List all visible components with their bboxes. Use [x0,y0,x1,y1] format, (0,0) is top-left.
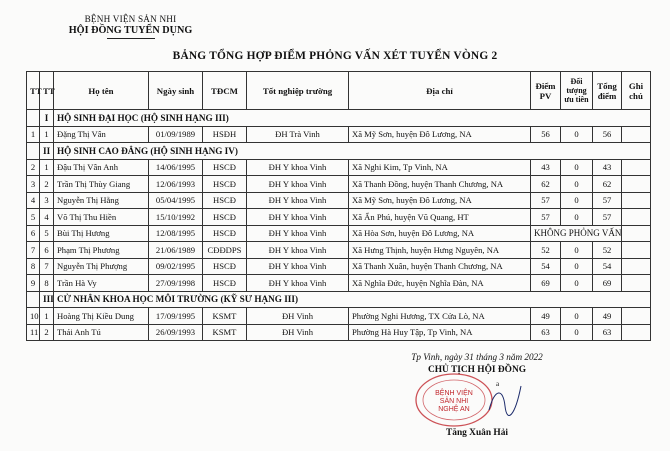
cell-dob: 15/10/1992 [149,209,203,226]
cell-dob: 12/08/1995 [149,225,203,242]
cell-priority: 0 [561,159,593,176]
cell-tt2: 1 [40,126,54,143]
cell-total: 57 [593,192,622,209]
cell-tdcm: HSCĐ [203,176,247,193]
cell-name: Thái Anh Tú [54,324,149,341]
cell-note [622,225,651,242]
cell-note [622,242,651,259]
cell-address: Xã Thanh Đồng, huyện Thanh Chương, NA [349,176,531,193]
cell-total: 56 [593,126,622,143]
cell-note [622,209,651,226]
council-name: HỘI ĐỒNG TUYỂN DỤNG [68,25,193,36]
col-header-tdcm: TĐCM [203,72,247,110]
cell-school: ĐH Vinh [247,308,349,325]
cell-note [622,275,651,292]
cell-tdcm: KSMT [203,308,247,325]
table-row [27,275,651,292]
cell-tt1: 2 [27,159,40,176]
signer-name: Tăng Xuân Hải [446,428,508,438]
cell-dob: 01/09/1989 [149,126,203,143]
cell-tt1: 1 [27,126,40,143]
section-title: HỘ SINH ĐẠI HỌC (HỘ SINH HẠNG III) [54,110,651,127]
cell-priority: 0 [561,258,593,275]
cell-tdcm: HSCĐ [203,225,247,242]
cell-tt1: 11 [27,324,40,341]
cell-priority: 0 [561,176,593,193]
cell-total: 43 [593,159,622,176]
signature-mark: a [496,380,500,388]
cell-name: Đậu Thị Vân Anh [54,159,149,176]
section-title: CỬ NHÂN KHOA HỌC MÔI TRƯỜNG (KỸ SƯ HẠNG III) [54,291,651,308]
section-row [27,291,651,308]
section-roman: III [40,291,54,308]
document-header [58,14,203,39]
cell-priority: 0 [561,275,593,292]
stamp-line-1: BỆNH VIỆN [435,390,473,397]
cell-score: 57 [531,209,561,226]
cell-tt2: 5 [40,225,54,242]
cell-address: Xã Ẩn Phú, huyện Vũ Quang, HT [349,209,531,226]
cell-address: Xã Mỹ Sơn, huyện Đô Lương, NA [349,192,531,209]
cell-name: Trần Thị Thùy Giang [54,176,149,193]
table-row [27,126,651,143]
cell-tt1: 10 [27,308,40,325]
cell-no-interview: KHÔNG PHỎNG VẤN [531,225,622,242]
cell-address: Xã Nghi Kim, Tp Vinh, NA [349,159,531,176]
cell-tt1: 6 [27,225,40,242]
col-header-tt1: TT [27,72,40,110]
table-row [27,324,651,341]
cell-priority: 0 [561,242,593,259]
cell-tt2: 8 [40,275,54,292]
col-header-note: Ghi chú [622,72,651,110]
cell-priority: 0 [561,209,593,226]
cell-total: 62 [593,176,622,193]
cell-name: Nguyễn Thị Phượng [54,258,149,275]
document-title: BẢNG TỔNG HỢP ĐIỂM PHỎNG VẤN XÉT TUYỂN VÒNG 2 [172,50,498,62]
cell-tdcm: CĐĐDPS [203,242,247,259]
cell-address: Xã Nghĩa Đức, huyện Nghĩa Đàn, NA [349,275,531,292]
cell-tt1: 4 [27,192,40,209]
cell-total: 52 [593,242,622,259]
cell-dob: 14/06/1995 [149,159,203,176]
table-row [27,209,651,226]
cell-tt1: 3 [27,176,40,193]
cell-dob: 27/09/1998 [149,275,203,292]
cell-total: 57 [593,209,622,226]
cell-note [622,192,651,209]
cell-name: Phạm Thị Phương [54,242,149,259]
col-header-tt2: TT [40,72,54,110]
cell-school: ĐH Y khoa Vinh [247,275,349,292]
cell-name: Võ Thị Thu Hiền [54,209,149,226]
stamp-line-3: NGHỆ AN [438,406,470,413]
cell-address: Xã Hưng Thịnh, huyện Hưng Nguyên, NA [349,242,531,259]
cell-score: 62 [531,176,561,193]
section-empty-cell [27,110,40,127]
cell-score: 63 [531,324,561,341]
table-row [27,176,651,193]
cell-school: ĐH Y khoa Vinh [247,159,349,176]
cell-tdcm: HSCĐ [203,192,247,209]
cell-score: 54 [531,258,561,275]
cell-score: 57 [531,192,561,209]
section-roman: I [40,110,54,127]
cell-school: ĐH Y khoa Vinh [247,176,349,193]
cell-score: 52 [531,242,561,259]
col-header-dob: Ngày sinh [149,72,203,110]
cell-school: ĐH Vinh [247,324,349,341]
cell-school: ĐH Y khoa Vinh [247,225,349,242]
cell-tt2: 6 [40,242,54,259]
cell-dob: 17/09/1995 [149,308,203,325]
table-row [27,159,651,176]
cell-dob: 21/06/1989 [149,242,203,259]
cell-school: ĐH Y khoa Vinh [247,192,349,209]
cell-tdcm: HSCĐ [203,209,247,226]
cell-tt1: 7 [27,242,40,259]
cell-total: 63 [593,324,622,341]
score-table [26,71,651,341]
table-row [27,225,651,242]
cell-tt2: 2 [40,176,54,193]
section-empty-cell [27,291,40,308]
cell-priority: 0 [561,192,593,209]
cell-note [622,126,651,143]
cell-tt1: 9 [27,275,40,292]
cell-name: Nguyễn Thị Hằng [54,192,149,209]
table-row [27,308,651,325]
cell-total: 49 [593,308,622,325]
cell-name: Đặng Thị Vân [54,126,149,143]
cell-score: 49 [531,308,561,325]
cell-address: Phường Hà Huy Tập, Tp Vinh, NA [349,324,531,341]
cell-note [622,258,651,275]
cell-school: ĐH Y khoa Vinh [247,242,349,259]
signer-role: CHỦ TỊCH HỘI ĐỒNG [427,365,527,375]
cell-tdcm: HSCĐ [203,258,247,275]
cell-school: ĐH Y khoa Vinh [247,209,349,226]
cell-tdcm: HSCĐ [203,275,247,292]
cell-priority: 0 [561,308,593,325]
cell-note [622,324,651,341]
cell-tt1: 8 [27,258,40,275]
cell-dob: 05/04/1995 [149,192,203,209]
cell-tt2: 7 [40,258,54,275]
cell-note [622,159,651,176]
section-row [27,110,651,127]
cell-note [622,308,651,325]
cell-address: Xã Hòa Sơn, huyện Đô Lương, NA [349,225,531,242]
cell-tt2: 3 [40,192,54,209]
cell-name: Bùi Thị Hương [54,225,149,242]
cell-note [622,176,651,193]
col-header-address: Địa chỉ [349,72,531,110]
cell-address: Xã Thanh Xuân, huyện Thanh Chương, NA [349,258,531,275]
cell-dob: 26/09/1993 [149,324,203,341]
col-header-name: Họ tên [54,72,149,110]
section-roman: II [40,143,54,160]
cell-tt2: 4 [40,209,54,226]
table-row [27,192,651,209]
cell-address: Phường Nghi Hương, TX Cửa Lò, NA [349,308,531,325]
cell-tt2: 2 [40,324,54,341]
col-header-school: Tốt nghiệp trường [247,72,349,110]
stamp-line-2: SẢN NHI [439,398,469,405]
section-title: HỘ SINH CAO ĐẲNG (HỘ SINH HẠNG IV) [54,143,651,160]
table-body [27,110,651,341]
col-header-priority: Đối tượng ưu tiên [561,72,593,110]
table-row [27,258,651,275]
cell-tt2: 1 [40,159,54,176]
cell-total: 69 [593,275,622,292]
section-row [27,143,651,160]
cell-name: Trần Hà Vy [54,275,149,292]
cell-priority: 0 [561,126,593,143]
cell-score: 43 [531,159,561,176]
cell-priority: 0 [561,324,593,341]
cell-tdcm: HSĐH [203,126,247,143]
cell-tt2: 1 [40,308,54,325]
cell-school: ĐH Trà Vinh [247,126,349,143]
cell-score: 56 [531,126,561,143]
cell-score: 69 [531,275,561,292]
cell-dob: 09/02/1995 [149,258,203,275]
table-header-row [27,72,651,110]
cell-tdcm: HSCĐ [203,159,247,176]
col-header-total: Tổng điểm [593,72,622,110]
cell-total: 54 [593,258,622,275]
cell-address: Xã Mỹ Sơn, huyện Đô Lương, NA [349,126,531,143]
cell-dob: 12/06/1993 [149,176,203,193]
cell-name: Hoàng Thị Kiều Dung [54,308,149,325]
col-header-score: Điểm PV [531,72,561,110]
table-row [27,242,651,259]
section-empty-cell [27,143,40,160]
cell-tdcm: KSMT [203,324,247,341]
header-underline [107,38,155,39]
place-date: Tp Vinh, ngày 31 tháng 3 năm 2022 [411,352,543,362]
signature-scribble [485,380,525,420]
hospital-name: BỆNH VIỆN SẢN NHI [84,14,177,24]
cell-school: ĐH Y khoa Vinh [247,258,349,275]
cell-tt1: 5 [27,209,40,226]
